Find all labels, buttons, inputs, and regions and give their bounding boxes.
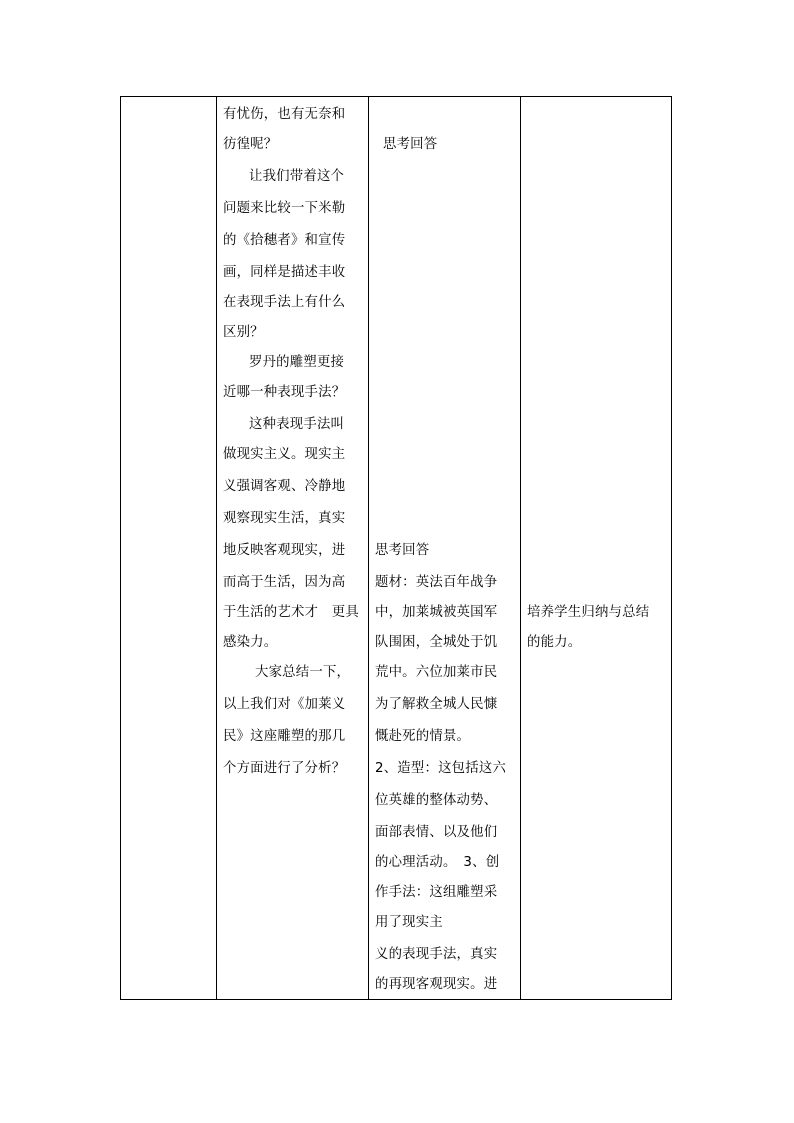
text-line: 彷徨呢？ — [223, 137, 278, 152]
text-line: 做现实主义。现实主 — [223, 447, 346, 462]
text-line: 慨赴死的情景。 — [375, 729, 471, 744]
table-column-teacher-activity — [217, 97, 369, 999]
text-line: 问题来比较一下米勒 — [223, 201, 346, 216]
text-line: 位英雄的整体动势、 — [375, 793, 498, 808]
text-line: 思考回答 — [375, 543, 430, 558]
text-line: 区别？ — [223, 325, 264, 340]
text-line: 的再现客观现实。进 — [375, 977, 498, 992]
table-column-student-activity — [369, 97, 521, 999]
text-line: 的心理活动。 3、创 — [375, 855, 500, 870]
text-line: 义的表现手法，真实 — [375, 947, 498, 962]
table-column-design-intent — [521, 97, 672, 999]
text-line: 面部表情、以及他们 — [375, 825, 498, 840]
text-line: 中，加莱城被英国军 — [375, 605, 498, 620]
text-line: 培养学生归纳与总结 — [527, 605, 650, 620]
text-line: 在表现手法上有什么 — [223, 295, 346, 310]
text-line: 有忧伤，也有无奈和 — [223, 107, 346, 122]
text-line: 队围困，全城处于饥 — [375, 635, 498, 650]
text-line: 的能力。 — [527, 635, 582, 650]
text-line: 大家总结一下， — [255, 665, 351, 680]
text-line: 近哪一种表现手法？ — [223, 385, 346, 400]
text-line: 民》这座雕塑的那几 — [223, 729, 346, 744]
table-column-empty — [121, 97, 217, 999]
text-line: 感染力。 — [223, 635, 278, 650]
text-line: 观察现实生活，真实 — [223, 511, 346, 526]
text-line: 题材：英法百年战争 — [375, 575, 498, 590]
lesson-plan-table — [120, 96, 672, 1000]
text-line: 为了解救全城人民慷 — [375, 697, 498, 712]
text-line: 义强调客观、冷静地 — [223, 479, 346, 494]
text-line: 罗丹的雕塑更接 — [249, 355, 345, 370]
text-line: 思考回答 — [383, 137, 438, 152]
text-line: 而高于生活，因为高 — [223, 575, 346, 590]
text-line: 作手法：这组雕塑采 — [375, 885, 498, 900]
text-line: 地反映客观现实，进 — [223, 543, 346, 558]
text-line: 于生活的艺术才 更具 — [223, 605, 359, 620]
text-line: 荒中。六位加莱市民 — [375, 665, 498, 680]
text-line: 让我们带着这个 — [249, 169, 345, 184]
text-line: 这种表现手法叫 — [249, 417, 345, 432]
text-line: 个方面进行了分析？ — [223, 761, 346, 776]
text-line: 用了现实主 — [375, 915, 443, 930]
text-line: 以上我们对《加莱义 — [223, 697, 346, 712]
text-line: 的《拾穗者》和宣传 — [223, 233, 346, 248]
text-line: 2、造型：这包括这六 — [375, 761, 507, 776]
text-line: 画，同样是描述丰收 — [223, 265, 346, 280]
